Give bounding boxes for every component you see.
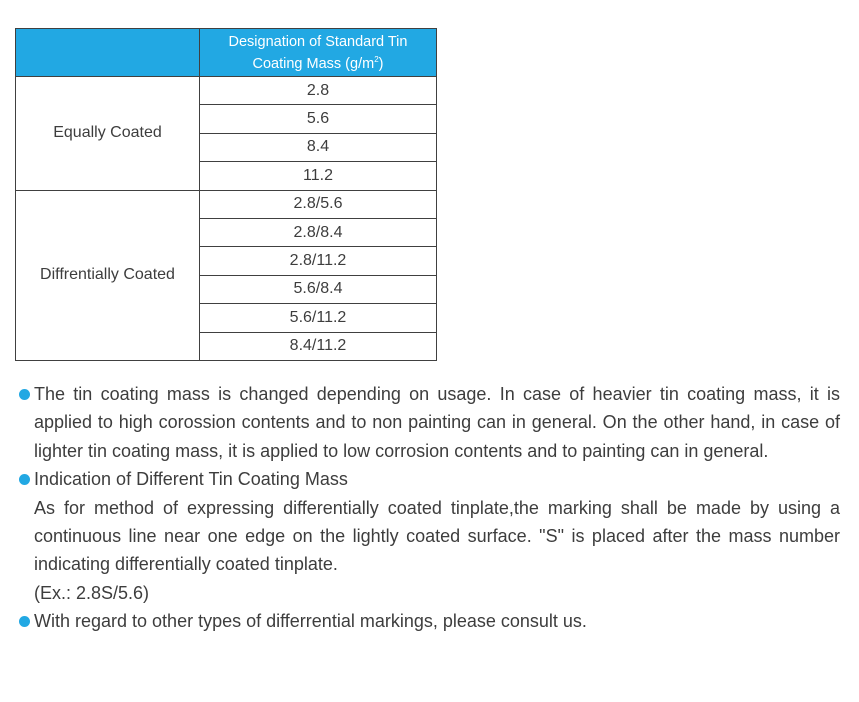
group-label-equally-coated: Equally Coated: [16, 77, 200, 191]
header-label-close: ): [378, 55, 384, 72]
note-coating-usage-text: The tin coating mass is changed depending on usage. In case of heavier tin coating mass, it is applied to high corossion contents and to non painting can in general. On the other hand, in case of lighter tin coating mass, it is applied to low corrosion contents and to painting can in general.: [34, 384, 840, 461]
group-label-differentially-coated: Diffrentially Coated: [16, 190, 200, 360]
header-label-sup: 2: [374, 54, 379, 64]
note-consult-text: With regard to other types of differrential markings, please consult us.: [34, 611, 587, 632]
note-indication: [19, 465, 840, 607]
table-cell-value: 2.8/8.4: [200, 218, 437, 246]
table-cell-value: 8.4/11.2: [200, 332, 437, 360]
table-cell-value: 11.2: [200, 162, 437, 190]
bullet-dot-icon: [19, 474, 30, 485]
header-designation-cell: [200, 29, 437, 77]
note-indication-body: As for method of expressing differentially coated tinplate,the marking shall be made by using a continuous line near one edge on the lightly coated surface. "S" is placed after the mass number indicating differentially coated tinplate.: [34, 497, 840, 575]
note-coating-usage: [19, 380, 840, 465]
table-cell-value: 8.4: [200, 133, 437, 161]
header-label-line2: Coating Mass (g/m: [252, 55, 375, 72]
header-label-line1: Designation of Standard Tin: [228, 33, 408, 50]
table-cell-value: 5.6: [200, 105, 437, 133]
note-indication-title: Indication of Different Tin Coating Mass: [34, 469, 348, 490]
header-empty-cell: [16, 29, 200, 77]
table-row: [16, 190, 437, 218]
table-cell-value: 5.6/8.4: [200, 275, 437, 303]
table-cell-value: 2.8/5.6: [200, 190, 437, 218]
table-cell-value: 2.8: [200, 77, 437, 105]
bullet-dot-icon: [19, 616, 30, 627]
note-indication-example: (Ex.: 2.8S/5.6): [34, 582, 150, 603]
table-cell-value: 2.8/11.2: [200, 247, 437, 275]
note-consult: [19, 607, 840, 635]
bullet-dot-icon: [19, 389, 30, 400]
table-row: [16, 77, 437, 105]
tin-coating-table: [15, 28, 437, 361]
notes-section: [19, 380, 840, 636]
table-cell-value: 5.6/11.2: [200, 304, 437, 332]
table-header-row: [16, 29, 437, 77]
